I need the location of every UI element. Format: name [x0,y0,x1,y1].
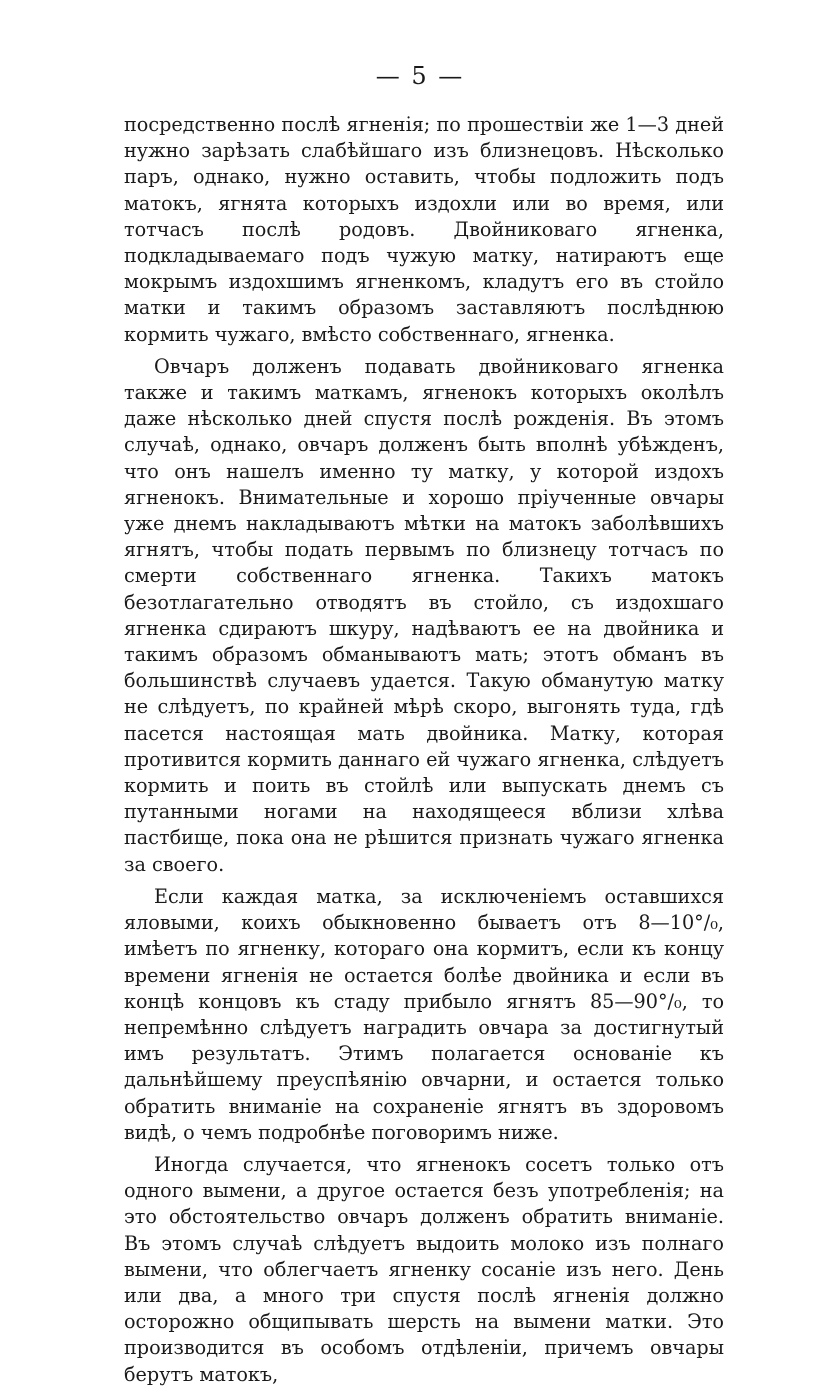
page-number: — 5 — [375,62,465,90]
body-text [124,112,724,1394]
paragraph-4: Иногда случается, что ягненокъ сосетъ только отъ одного вымени, а другое остается безъ употребленія; на это обстоятельство овчаръ долженъ обратить вниманіе. Въ этомъ случаѣ слѣдуетъ выдоить молоко изъ полнаго вымени, что облегчаетъ ягненку сосаніе изъ него. День или два, а много три спустя послѣ ягненія должно осторожно общипывать шерсть на вымени матки. Это производится въ особомъ отдѣленіи, причемъ овчары берутъ матокъ, [124,1152,724,1386]
paragraph-3: Если каждая матка, за исключеніемъ оставшихся яловыми, коихъ обыкновенно бываетъ отъ 8—10°/₀, имѣетъ по ягненку, котораго она кормитъ, если къ концу времени ягненія не остается болѣе двойника и если въ концѣ концовъ къ стаду прибыло ягнятъ 85—90°/₀, то непремѣнно слѣдуетъ наградить овчара за достигнутый имъ результатъ. Этимъ полагается основаніе къ дальнѣйшему преуспѣянію овчарни, и остается только обратить вниманіе на сохраненіе ягнятъ въ здоровомъ видѣ, о чемъ подробнѣе поговоримъ ниже. [124,884,724,1144]
paragraph-2: Овчаръ долженъ подавать двойниковаго ягненка также и такимъ маткамъ, ягненокъ которыхъ околѣлъ даже нѣсколько дней спустя послѣ рожденія. Въ этомъ случаѣ, однако, овчаръ долженъ быть вполнѣ убѣжденъ, что онъ нашелъ именно ту матку, у которой издохъ ягненокъ. Внимательные и хорошо пріученные овчары уже днемъ накладываютъ мѣтки на матокъ заболѣвшихъ ягнятъ, чтобы подать первымъ по близнецу тотчасъ по смерти собственнаго ягненка. Такихъ матокъ безотлагательно отводятъ въ стойло, съ издохшаго ягненка сдираютъ шкуру, надѣваютъ ее на двойника и такимъ образомъ обманываютъ мать; этотъ обманъ въ большинствѣ случаевъ удается. Такую обманутую матку не слѣдуетъ, по крайней мѣрѣ скоро, выгонять туда, гдѣ пасется настоящая мать двойника. Матку, которая противится кормить даннаго ей чужаго ягненка, слѣдуетъ кормить и поить въ стойлѣ или выпускать днемъ съ путанными ногами на находящееся вблизи хлѣва пастбище, пока она не рѣшится признать чужаго ягненка за своего. [124,354,724,876]
paragraph-1: посредственно послѣ ягненія; по прошествіи же 1—3 дней нужно зарѣзать слабѣйшаго изъ близнецовъ. Нѣсколько паръ, однако, нужно оставить, чтобы подложить подъ матокъ, ягнята которыхъ издохли или во время, или тотчасъ послѣ родовъ. Двойниковаго ягненка, подкладываемаго подъ чужую матку, натираютъ еще мокрымъ издохшимъ ягненкомъ, кладутъ его въ стойло матки и такимъ образомъ заставляютъ послѣднюю кормить чужаго, вмѣсто собственнаго, ягненка. [124,113,724,346]
